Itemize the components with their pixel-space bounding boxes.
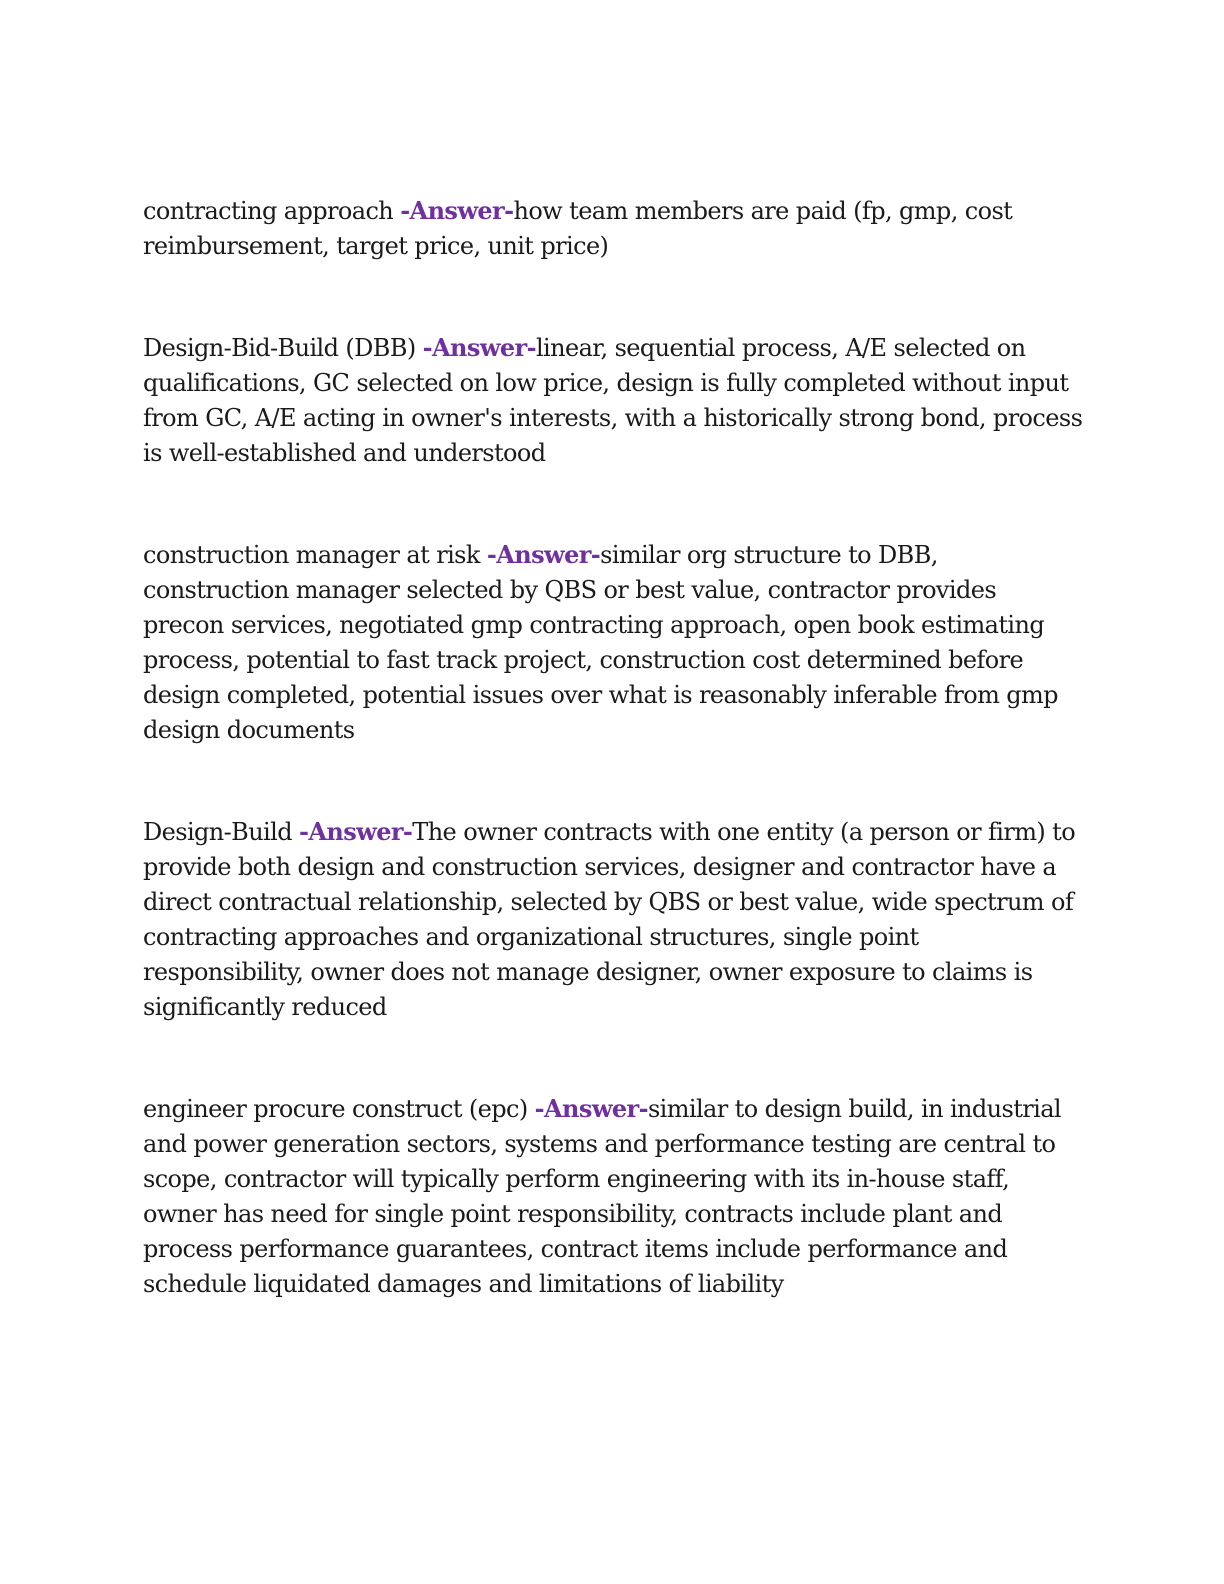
answer-marker: -Answer- [486,540,601,569]
entry-definition: similar org structure to DBB, construction manager selected by QBS or best value, contractor provides precon services, negotiated gmp contracting approach, open book estimating process, potential to fast track project, construction cost determined before design completed, potential issues over what is reasonably inferable from gmp design documents [143,541,1058,744]
flashcard-entry [143,537,1083,748]
flashcard-entry [143,1091,1083,1302]
entry-term: engineer procure construct (epc) [143,1095,528,1123]
entry-definition: similar to design build, in industrial and power generation sectors, systems and performance testing are central to scope, contractor will typically perform engineering with its in-house staff, owner has need for single point responsibility, contracts include plant and process performance guarantees, contract items include performance and schedule liquidated damages and limitations of liability [143,1095,1061,1298]
flashcard-entry [143,330,1083,471]
answer-marker: -Answer- [299,817,413,846]
flashcard-entry [143,814,1083,1025]
entry-term: contracting approach [143,197,394,225]
entry-term: Design-Bid-Build (DBB) [143,334,416,362]
entry-term: construction manager at risk [143,541,480,569]
answer-marker: -Answer- [534,1094,648,1123]
flashcard-entry [143,193,1083,264]
answer-marker: -Answer- [422,333,536,362]
entry-definition: how team members are paid (fp, gmp, cost reimbursement, target price, unit price) [143,197,1013,260]
answer-marker: -Answer- [400,196,514,225]
entry-term: Design-Build [143,818,292,846]
entry-definition: linear, sequential process, A/E selected on qualifications, GC selected on low price, design is fully completed without input from GC, A/E acting in owner's interests, with a historically strong bond, process is well-established and understood [143,334,1083,467]
entry-definition: The owner contracts with one entity (a person or firm) to provide both design and construction services, designer and contractor have a direct contractual relationship, selected by QBS or best value, wide spectrum of contracting approaches and organizational structures, single point responsibility, owner does not manage designer, owner exposure to claims is significantly reduced [143,818,1076,1021]
